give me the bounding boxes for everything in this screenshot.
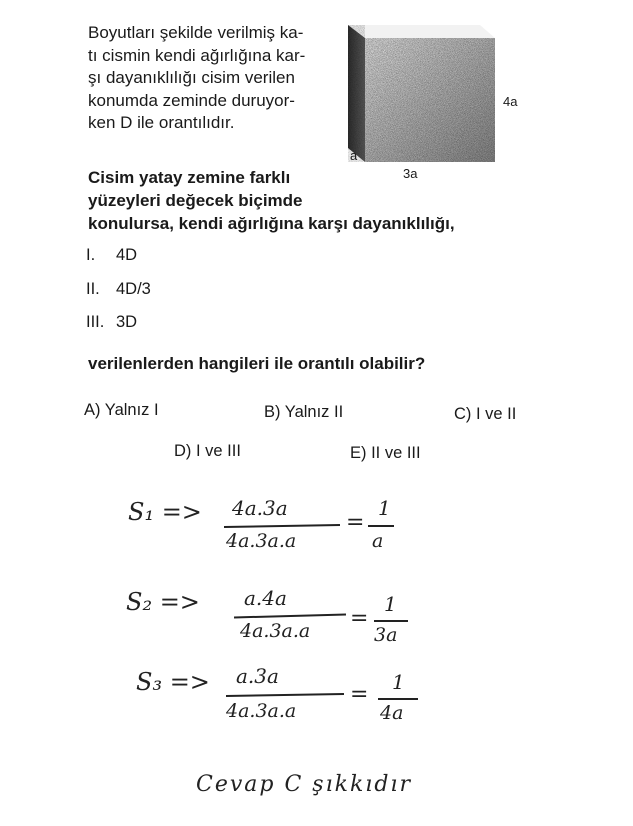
- option-b[interactable]: B) Yalnız II: [264, 403, 344, 421]
- question-line: Cisim yatay zemine farklı: [88, 168, 291, 187]
- statement-number: I.: [86, 246, 96, 264]
- question-line: yüzeyleri değecek biçimde: [88, 191, 303, 210]
- hw-s3-fraction-bar: [226, 693, 344, 697]
- statement-2: [86, 280, 151, 299]
- intro-line: Boyutları şekilde verilmiş ka-: [88, 23, 304, 42]
- question-ask: verilenlerden hangileri ile orantılı olabilir?: [88, 354, 426, 373]
- intro-paragraph: [88, 22, 348, 135]
- hw-s2-result-bar: [374, 620, 408, 622]
- intro-line: konumda zeminde duruyor-: [88, 90, 295, 110]
- label-height: 4a: [503, 94, 518, 109]
- hw-s1-result-den: a: [372, 530, 384, 552]
- hw-s3-result-bar: [378, 698, 418, 700]
- statement-3: [86, 313, 137, 332]
- statement-text: 4D/3: [116, 280, 151, 298]
- label-depth: a: [350, 148, 358, 163]
- option-a[interactable]: A) Yalnız I: [84, 401, 159, 419]
- hw-answer: Cevap C şıkkıdır: [196, 772, 412, 797]
- label-width: 3a: [403, 166, 418, 181]
- hw-s2-label: S₂ =>: [126, 588, 200, 616]
- hw-s3-result-den: 4a: [380, 702, 404, 724]
- intro-line: tı cismin kendi ağırlığına kar-: [88, 45, 306, 65]
- intro-line: ken D ile orantılıdır.: [88, 113, 235, 132]
- hw-s1-fraction-bar: [224, 524, 340, 528]
- option-e[interactable]: E) II ve III: [350, 444, 421, 462]
- box-top-face: [348, 25, 495, 38]
- hw-s1-equals: =: [346, 510, 365, 535]
- hw-s2-result-den: 3a: [374, 624, 398, 646]
- question-stem: [88, 166, 455, 235]
- statement-1: [86, 246, 137, 265]
- hw-s2-equals: =: [350, 606, 369, 631]
- option-d[interactable]: D) I ve III: [174, 442, 241, 460]
- hw-s3-denominator: 4a.3a.a: [226, 700, 297, 722]
- statement-number: III.: [86, 313, 105, 331]
- statement-text: 4D: [116, 246, 138, 264]
- hw-s2-fraction-bar: [234, 614, 346, 619]
- question-line: konulursa, kendi ağırlığına karşı dayanıklılığı,: [88, 214, 455, 233]
- option-c[interactable]: C) I ve II: [454, 405, 517, 423]
- hw-s2-denominator: 4a.3a.a: [240, 620, 311, 642]
- statement-text: 3D: [116, 313, 138, 331]
- hw-s1-result-bar: [368, 525, 394, 527]
- hw-s2-result-num: 1: [384, 592, 397, 616]
- hw-s3-label: S₃ =>: [136, 668, 210, 696]
- hw-s3-equals: =: [350, 682, 369, 707]
- hw-s3-numerator: a.3a: [236, 664, 279, 688]
- intro-line: şı dayanıklılığı cisim verilen: [88, 68, 295, 87]
- hw-s1-numerator: 4a.3a: [232, 496, 288, 520]
- hw-s2-numerator: a.4a: [244, 586, 287, 610]
- hw-s1-label: S₁ =>: [128, 498, 202, 526]
- statement-number: II.: [86, 280, 100, 298]
- hw-s3-result-num: 1: [392, 670, 405, 694]
- hw-s1-result-num: 1: [378, 496, 391, 520]
- hw-s1-denominator: 4a.3a.a: [226, 530, 297, 552]
